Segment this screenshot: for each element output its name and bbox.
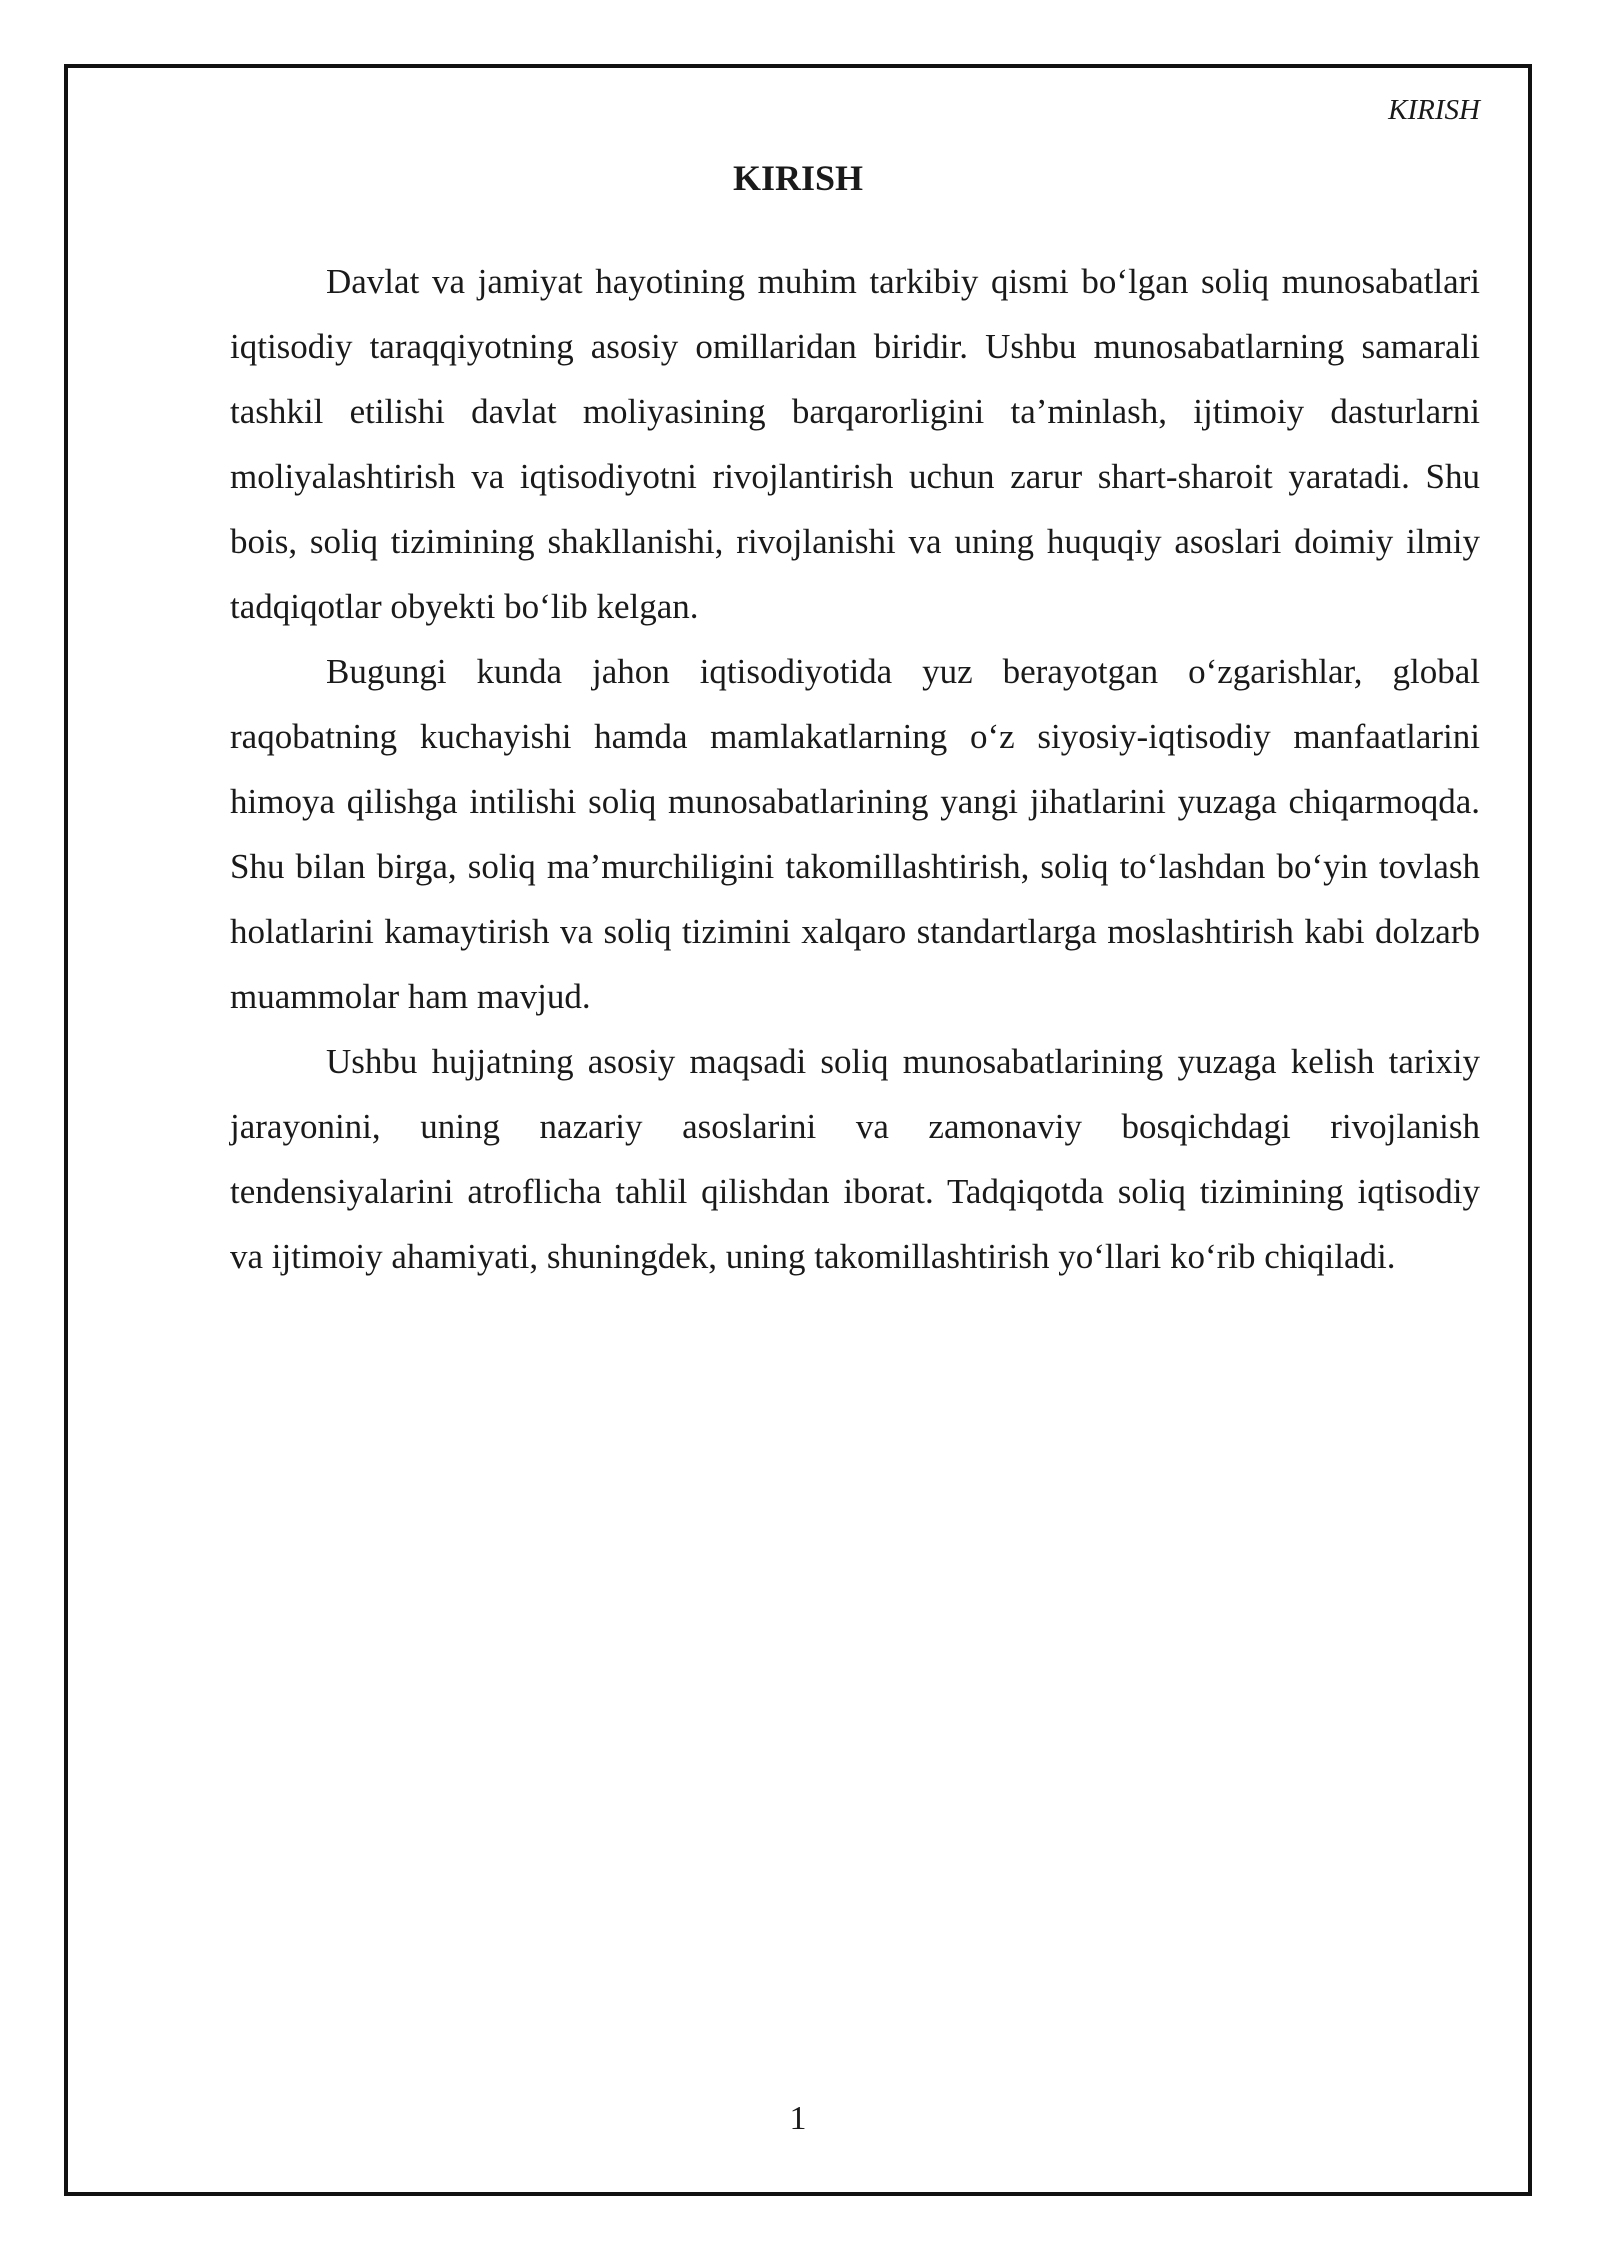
page-title: KIRISH (732, 158, 864, 198)
paragraph-2: Bugungi kunda jahon iqtisodiyotida yuz berayotgan o‘zgarishlar, global raqobatning kuchayishi hamda mamlakatlarning o‘z siyosiy-iqtisodiy manfaatlarini himoya qilishga intilishi soliq munosabatlarining yangi jihatlarini yuzaga chiqarmoqda. Shu bilan birga, soliq ma’murchiligini takomillashtirish, soliq to‘lashdan bo‘yin tovlash holatlarini kamaytirish va soliq tizimini xalqaro standartlarga moslashtirish kabi dolzarb muammolar ham mavjud. (230, 652, 1480, 1016)
page-number: 1 (789, 2100, 807, 2137)
page-frame (64, 64, 1532, 2196)
running-header: KIRISH (1388, 94, 1480, 126)
paragraph-3: Ushbu hujjatning asosiy maqsadi soliq munosabatlarining yuzaga kelish tarixiy jarayonini, uning nazariy asoslarini va zamonaviy bosqichdagi rivojlanish tendensiyalarini atroflicha tahlil qilishdan iborat. Tadqiqotda soliq tizimining iqtisodiy va ijtimoiy ahamiyati, shuningdek, uning takomillashtirish yo‘llari ko‘rib chiqiladi. (230, 1042, 1480, 1276)
paragraph-1: Davlat va jamiyat hayotining muhim tarkibiy qismi bo‘lgan soliq munosabatlari iqtisodiy taraqqiyotning asosiy omillaridan biridir. Ushbu munosabatlarning samarali tashkil etilishi davlat moliyasining barqarorligini ta’minlash, ijtimoiy dasturlarni moliyalashtirish va iqtisodiyotni rivojlantirish uchun zarur shart-sharoit yaratadi. Shu bois, soliq tizimining shakllanishi, rivojlanishi va uning huquqiy asoslari doimiy ilmiy tadqiqotlar obyekti bo‘lib kelgan. (230, 262, 1480, 626)
body-text (230, 249, 1480, 1289)
